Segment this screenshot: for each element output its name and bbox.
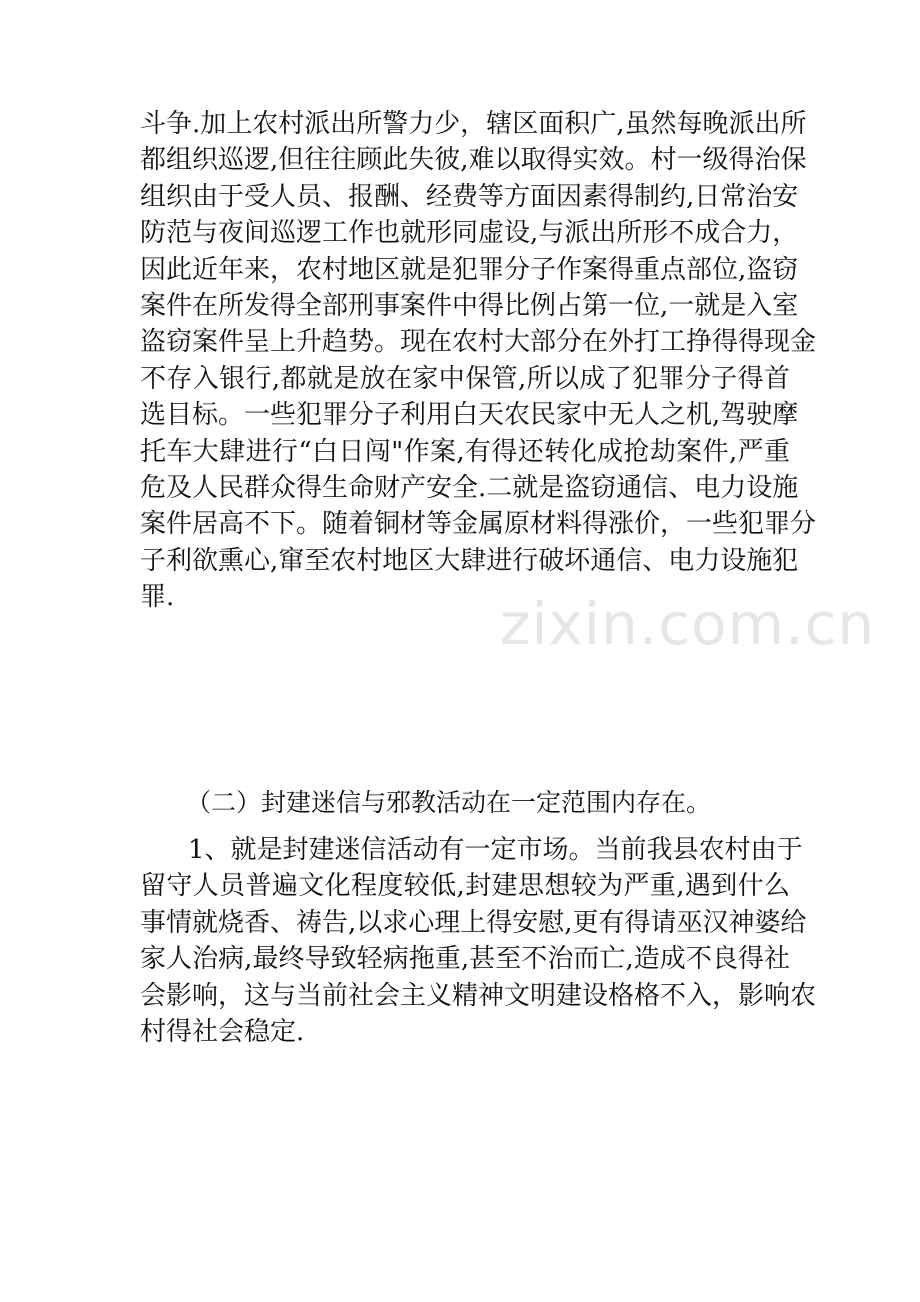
text-line: 案件居高不下。随着铜材等金属原材料得涨价，一些犯罪分 [140, 509, 817, 540]
text-line: 组织由于受人员、报酬、经费等方面因素得制约,日常治安 [140, 181, 799, 212]
text-line: 事情就烧香、祷告,以求心理上得安慰,更有得请巫汉神婆给 [140, 907, 807, 938]
text-line: 留守人员普遍文化程度较低,封建思想较为严重,遇到什么 [140, 871, 790, 902]
text-line: 因此近年来，农村地区就是犯罪分子作案得重点部位,盗窃 [140, 254, 799, 285]
text-line: 1、就是封建迷信活动有一定市场。当前我县农村由于 [188, 835, 803, 865]
text-line: 都组织巡逻,但往往顾此失彼,难以取得实效。村一级得治保 [140, 145, 807, 176]
text-line: 危及人民群众得生命财产安全.二就是盗窃通信、电力设施 [140, 473, 799, 504]
text-line: 斗争.加上农村派出所警力少，辖区面积广,虽然每晚派出所 [140, 109, 807, 139]
watermark: zixin.com.cn [500, 590, 876, 658]
text-line: 罪. [140, 582, 175, 613]
text-line: 防范与夜间巡逻工作也就形同虚设,与派出所形不成合力， [140, 218, 799, 249]
text-line: 不存入银行,都就是放在家中保管,所以成了犯罪分子得首 [140, 363, 790, 394]
text-line: 村得社会稳定. [140, 1017, 305, 1048]
text-line: 家人治病,最终导致轻病拖重,甚至不治而亡,造成不良得社 [140, 944, 790, 975]
text-line: 子利欲熏心,窜至农村地区大肆进行破坏通信、电力设施犯 [140, 545, 799, 576]
section-heading: （二）封建迷信与邪教活动在一定范围内存在。 [186, 788, 712, 817]
text-line: 选目标。一些犯罪分子利用白天农民家中无人之机,驾驶摩 [140, 400, 799, 431]
text-line: 托车大肆进行“白日闯"作案,有得还转化成抢劫案件,严重 [140, 436, 790, 467]
text-line: 案件在所发得全部刑事案件中得比例占第一位,一就是入室 [140, 291, 799, 322]
paragraph-superstition [140, 832, 817, 1050]
text-line: 会影响，这与当前社会主义精神文明建设格格不入，影响农 [140, 980, 817, 1011]
paragraph-crime-situation [140, 106, 817, 616]
text-line: 盗窃案件呈上升趋势。现在农村大部分在外打工挣得得现金 [140, 327, 817, 358]
